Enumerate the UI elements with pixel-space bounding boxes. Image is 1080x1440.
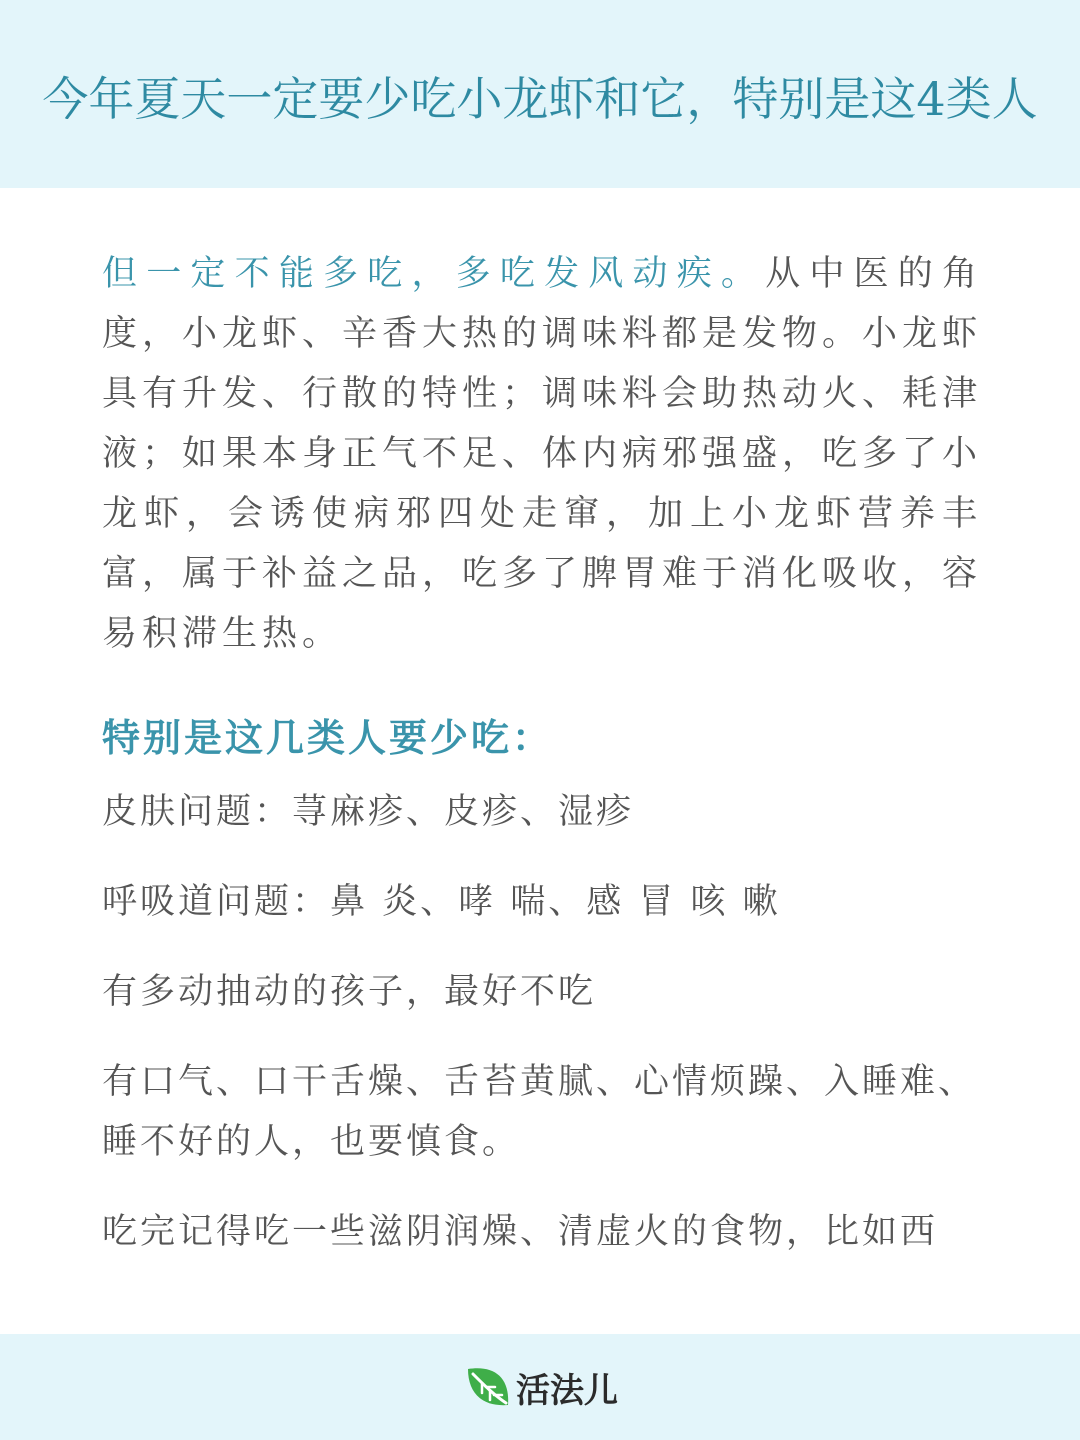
brand-name: 活法儿 bbox=[516, 1370, 618, 1411]
list-item: 有口气、口干舌燥、舌苔黄腻、心情烦躁、入睡难、睡不好的人，也要慎食。 bbox=[102, 1062, 977, 1162]
intro-lead: 但一定不能多吃，多吃发风动疾。 bbox=[102, 254, 766, 294]
list-item: 吃完记得吃一些滋阴润燥、清虚火的食物，比如西 bbox=[102, 1212, 939, 1252]
list-item: 有多动抽动的孩子，最好不吃 bbox=[102, 972, 597, 1012]
brand-logo bbox=[464, 1362, 618, 1412]
list-item: 皮肤问题：荨麻疹、皮疹、湿疹 bbox=[102, 792, 635, 832]
intro-body: 从中医的角度，小龙虾、辛香大热的调味料都是发物。小龙虾具有升发、行散的特性；调味料会助热动火、耗津液；如果本身正气不足、体内病邪强盛，吃多了小龙虾，会诱使病邪四处走窜，加上小龙虾营养丰富，属于补益之品，吃多了脾胃难于消化吸收，容易积滞生热。 bbox=[102, 254, 983, 654]
article-body bbox=[102, 244, 982, 1262]
leaf-icon bbox=[464, 1363, 512, 1411]
page-title: 今年夏天一定要少吃小龙虾和它，特别是这4类人 bbox=[42, 72, 1038, 126]
footer-bar bbox=[0, 1334, 1080, 1440]
header-banner bbox=[0, 0, 1080, 188]
section-heading: 特别是这几类人要少吃： bbox=[102, 715, 554, 760]
list-item: 呼吸道问题：鼻 炎、哮 喘、感 冒 咳 嗽 bbox=[102, 882, 781, 922]
intro-paragraph bbox=[102, 244, 982, 664]
